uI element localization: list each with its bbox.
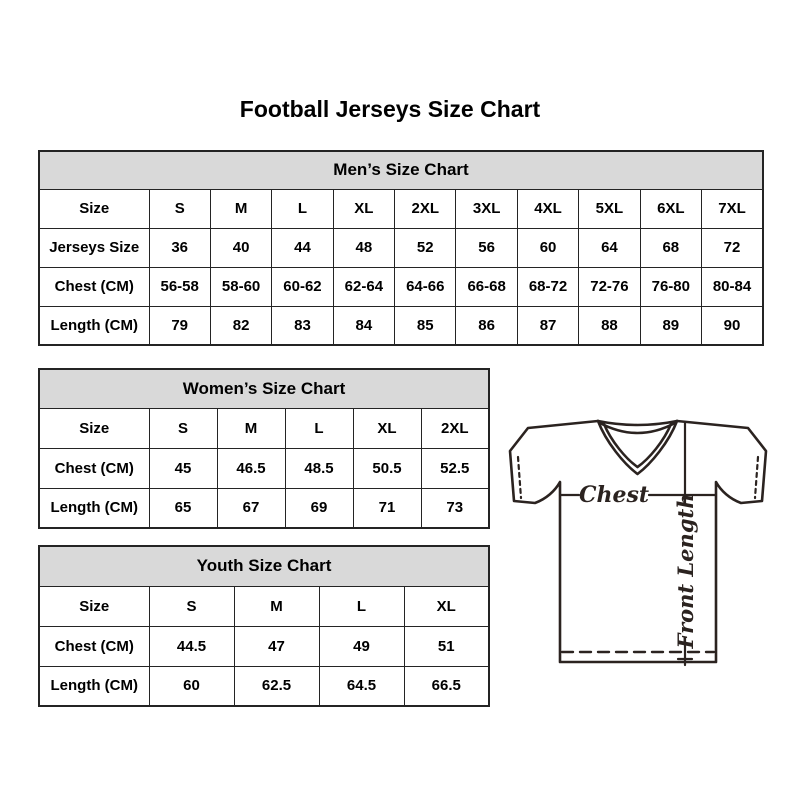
value-cell: 49 xyxy=(319,626,404,666)
jersey-diagram xyxy=(498,412,780,674)
table-row xyxy=(39,488,489,528)
value-cell: M xyxy=(217,408,285,448)
value-cell: 71 xyxy=(353,488,421,528)
jersey-outline xyxy=(510,421,766,662)
page-title: Football Jerseys Size Chart xyxy=(239,96,541,122)
value-cell: M xyxy=(210,189,271,228)
value-cell: L xyxy=(272,189,333,228)
youth-size-table xyxy=(38,545,490,707)
table-row xyxy=(39,369,489,408)
value-cell: 45 xyxy=(149,448,217,488)
value-cell: 79 xyxy=(149,306,210,345)
value-cell: 48 xyxy=(333,228,394,267)
value-cell: 58-60 xyxy=(210,267,271,306)
value-cell: 44 xyxy=(272,228,333,267)
table-row xyxy=(39,408,489,448)
value-cell: 85 xyxy=(395,306,456,345)
table-row xyxy=(39,586,489,626)
row-label: Chest (CM) xyxy=(39,267,149,306)
value-cell: 64 xyxy=(579,228,640,267)
table-row xyxy=(39,626,489,666)
value-cell: 68-72 xyxy=(517,267,578,306)
value-cell: 2XL xyxy=(421,408,489,448)
value-cell: 51 xyxy=(404,626,489,666)
table-row xyxy=(39,267,763,306)
value-cell: 44.5 xyxy=(149,626,234,666)
value-cell: XL xyxy=(333,189,394,228)
value-cell: 6XL xyxy=(640,189,701,228)
value-cell: 52 xyxy=(395,228,456,267)
table-row xyxy=(39,151,763,189)
value-cell: 72 xyxy=(702,228,763,267)
value-cell: 7XL xyxy=(702,189,763,228)
value-cell: 4XL xyxy=(517,189,578,228)
row-label: Jerseys Size xyxy=(39,228,149,267)
value-cell: 50.5 xyxy=(353,448,421,488)
value-cell: L xyxy=(319,586,404,626)
table-row xyxy=(39,189,763,228)
row-label: Length (CM) xyxy=(39,488,149,528)
womens-table-title: Women’s Size Chart xyxy=(39,369,489,408)
front-length-label: Front Length xyxy=(673,493,698,649)
row-label: Size xyxy=(39,586,149,626)
value-cell: 80-84 xyxy=(702,267,763,306)
value-cell: 62-64 xyxy=(333,267,394,306)
value-cell: 60-62 xyxy=(272,267,333,306)
value-cell: 69 xyxy=(285,488,353,528)
value-cell: 87 xyxy=(517,306,578,345)
value-cell: 60 xyxy=(149,666,234,706)
value-cell: 56-58 xyxy=(149,267,210,306)
value-cell: 89 xyxy=(640,306,701,345)
value-cell: 46.5 xyxy=(217,448,285,488)
value-cell: 64.5 xyxy=(319,666,404,706)
value-cell: 40 xyxy=(210,228,271,267)
value-cell: 84 xyxy=(333,306,394,345)
value-cell: 52.5 xyxy=(421,448,489,488)
value-cell: 72-76 xyxy=(579,267,640,306)
value-cell: 62.5 xyxy=(234,666,319,706)
value-cell: 2XL xyxy=(395,189,456,228)
mens-table-title: Men’s Size Chart xyxy=(39,151,763,189)
value-cell: S xyxy=(149,408,217,448)
value-cell: M xyxy=(234,586,319,626)
value-cell: XL xyxy=(353,408,421,448)
value-cell: S xyxy=(149,189,210,228)
value-cell: L xyxy=(285,408,353,448)
row-label: Size xyxy=(39,189,149,228)
row-label: Chest (CM) xyxy=(39,448,149,488)
value-cell: 5XL xyxy=(579,189,640,228)
value-cell: 67 xyxy=(217,488,285,528)
value-cell: 66.5 xyxy=(404,666,489,706)
mens-size-table xyxy=(38,150,764,346)
row-label: Size xyxy=(39,408,149,448)
youth-table-title: Youth Size Chart xyxy=(39,546,489,586)
value-cell: 48.5 xyxy=(285,448,353,488)
value-cell: 68 xyxy=(640,228,701,267)
row-label: Length (CM) xyxy=(39,306,149,345)
value-cell: 82 xyxy=(210,306,271,345)
table-row xyxy=(39,546,489,586)
row-label: Chest (CM) xyxy=(39,626,149,666)
value-cell: 36 xyxy=(149,228,210,267)
value-cell: 90 xyxy=(702,306,763,345)
womens-size-table xyxy=(38,368,490,529)
table-row xyxy=(39,306,763,345)
table-row xyxy=(39,448,489,488)
table-row xyxy=(39,666,489,706)
value-cell: XL xyxy=(404,586,489,626)
value-cell: 60 xyxy=(517,228,578,267)
value-cell: 76-80 xyxy=(640,267,701,306)
value-cell: 65 xyxy=(149,488,217,528)
row-label: Length (CM) xyxy=(39,666,149,706)
value-cell: 64-66 xyxy=(395,267,456,306)
value-cell: 56 xyxy=(456,228,517,267)
value-cell: 66-68 xyxy=(456,267,517,306)
value-cell: 47 xyxy=(234,626,319,666)
value-cell: 83 xyxy=(272,306,333,345)
value-cell: S xyxy=(149,586,234,626)
value-cell: 73 xyxy=(421,488,489,528)
chest-label: Chest xyxy=(578,482,650,508)
table-row xyxy=(39,228,763,267)
value-cell: 86 xyxy=(456,306,517,345)
value-cell: 3XL xyxy=(456,189,517,228)
value-cell: 88 xyxy=(579,306,640,345)
